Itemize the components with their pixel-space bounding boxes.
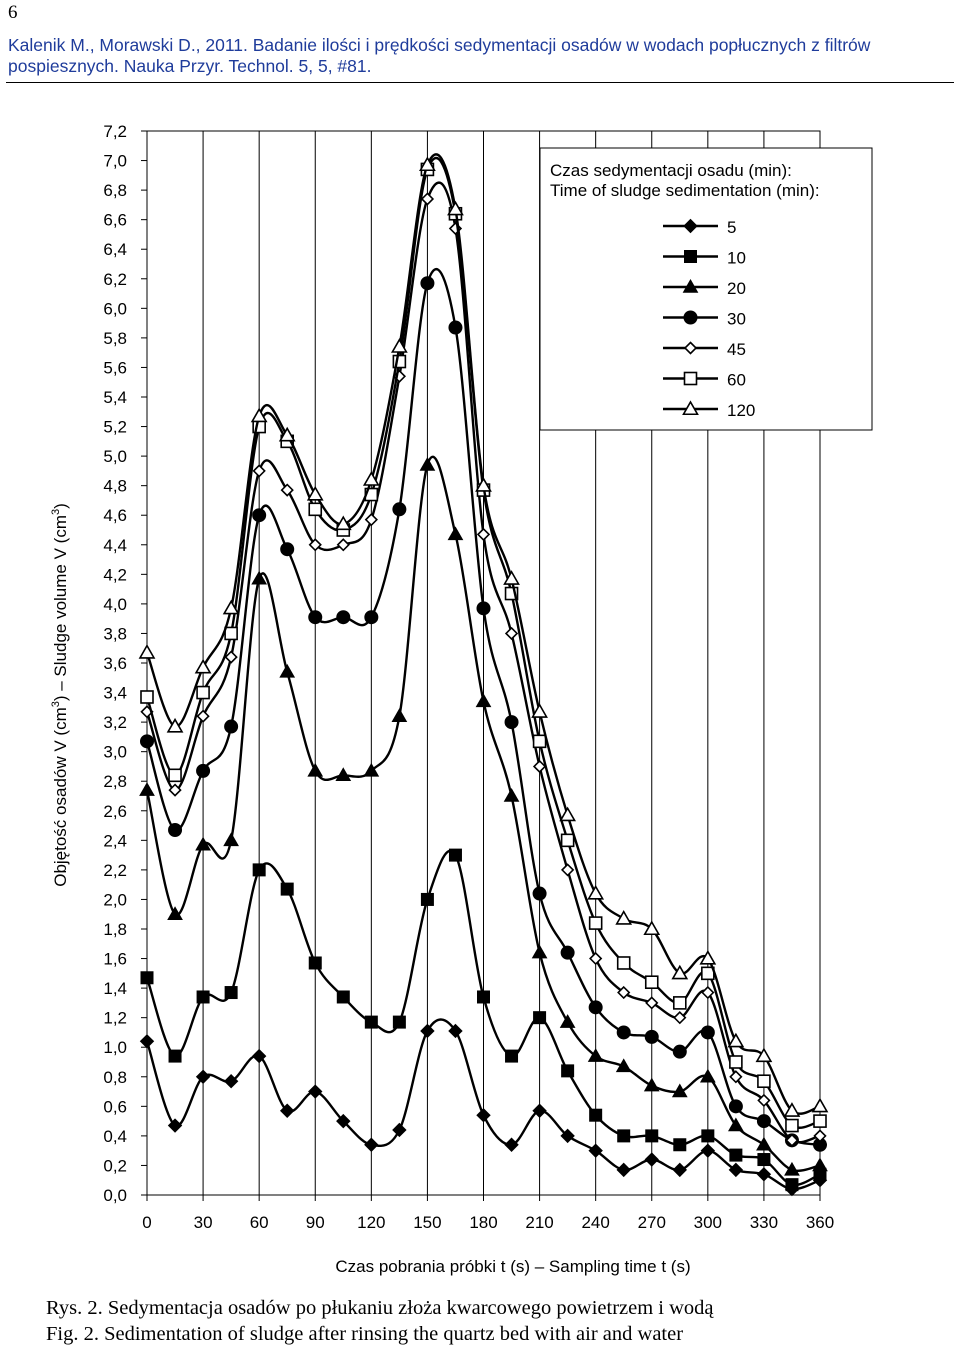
data-point (309, 611, 322, 624)
data-point (392, 709, 406, 721)
y-tick-label: 6,0 (103, 299, 127, 319)
data-point (141, 1035, 154, 1048)
data-point (618, 957, 630, 969)
data-point (421, 893, 433, 905)
data-point (674, 997, 686, 1009)
data-point (308, 764, 322, 776)
x-axis-label: Czas pobrania próbki t (s) – Sampling time t (s) (335, 1257, 691, 1276)
y-tick-label: 3,0 (103, 742, 127, 762)
legend-label: 5 (727, 218, 737, 237)
data-point (534, 761, 545, 772)
y-tick-label: 4,2 (103, 565, 127, 585)
y-tick-label: 7,0 (103, 151, 127, 171)
data-point (226, 652, 237, 663)
data-point (589, 887, 603, 899)
x-tick-label: 300 (693, 1213, 723, 1232)
x-tick-label: 90 (305, 1213, 325, 1232)
x-tick-label: 240 (581, 1213, 610, 1232)
legend-label: 60 (727, 370, 746, 390)
data-point (757, 1138, 771, 1150)
data-point (674, 1139, 686, 1151)
x-tick-label: 150 (413, 1213, 442, 1232)
data-point (448, 527, 462, 539)
y-tick-label: 4,8 (103, 476, 127, 496)
y-tick-label: 6,2 (103, 269, 127, 289)
data-point (281, 883, 293, 895)
page-number: 6 (8, 2, 18, 23)
data-point (309, 503, 321, 515)
figure-caption-pl: Rys. 2. Sedymentacja osadów po płukaniu złoża kwarcowego powietrzem i wodą (46, 1297, 714, 1319)
y-tick-label: 1,6 (103, 949, 127, 969)
data-point (617, 1163, 630, 1176)
y-tick-label: 5,6 (103, 358, 127, 378)
data-point (730, 1149, 742, 1161)
y-tick-label: 1,2 (103, 1008, 127, 1028)
data-point (505, 716, 518, 729)
legend (540, 148, 872, 430)
data-point (337, 991, 349, 1003)
data-point (393, 1016, 405, 1028)
data-point (786, 1179, 798, 1191)
legend-label: 20 (727, 279, 746, 298)
data-point (197, 764, 210, 777)
citation: Kalenik M., Morawski D., 2011. Badanie ilości i prędkości sedymentacji osadów w wodach popłucznych z filtrów pospiesznych. Nauka Przyr. Technol. 5, 5, #81. (8, 35, 871, 76)
data-point (477, 1109, 490, 1122)
y-tick-label: 6,8 (103, 181, 127, 201)
data-point (786, 1120, 798, 1132)
data-point (561, 1015, 575, 1027)
data-point (673, 1045, 686, 1058)
data-point (758, 1075, 770, 1087)
data-point (197, 687, 209, 699)
legend-marker (684, 311, 697, 324)
data-point (366, 514, 377, 525)
y-tick-label: 1,0 (103, 1038, 127, 1058)
data-point (758, 1154, 770, 1166)
data-point (534, 735, 546, 747)
y-tick-label: 7,2 (103, 122, 127, 141)
data-point (646, 997, 657, 1008)
data-point (225, 987, 237, 999)
data-point (478, 529, 489, 540)
data-point (422, 193, 433, 204)
data-point (225, 720, 238, 733)
data-point (730, 1071, 741, 1082)
data-point (561, 808, 575, 820)
data-point (617, 912, 631, 924)
y-axis-label: Objętość osadów V $(cm^3)$ – Sludge volume V $(cm^3)$ (50, 503, 70, 887)
data-point (198, 711, 209, 722)
data-point (590, 953, 601, 964)
data-point (281, 543, 294, 556)
data-point (534, 1012, 546, 1024)
data-point (365, 611, 378, 624)
data-point (365, 1138, 378, 1151)
data-point (589, 1001, 602, 1014)
x-tick-label: 60 (249, 1213, 269, 1232)
legend-marker (685, 251, 697, 263)
y-tick-label: 2,2 (103, 860, 127, 880)
data-point (673, 1163, 686, 1176)
data-point (561, 946, 574, 959)
data-point (365, 1016, 377, 1028)
data-point (196, 660, 210, 672)
data-point (590, 917, 602, 929)
data-point (169, 823, 182, 836)
data-point (393, 1123, 406, 1136)
data-point (505, 789, 519, 801)
data-point (140, 783, 154, 795)
y-tick-label: 4,4 (103, 535, 127, 555)
data-point (421, 1024, 434, 1037)
data-point (646, 1130, 658, 1142)
legend-title-pl: Czas sedymentacji osadu (min): (550, 161, 792, 180)
data-point (449, 849, 461, 861)
data-point (813, 1158, 827, 1170)
data-point (645, 1153, 658, 1166)
x-tick-label: 30 (193, 1213, 213, 1232)
legend-title-en: Time of sludge sedimentation (min): (550, 181, 820, 200)
data-point (533, 705, 547, 717)
y-tick-label: 3,2 (103, 713, 127, 733)
data-point (645, 922, 659, 934)
data-point (420, 458, 434, 470)
data-point (785, 1163, 799, 1175)
data-point (280, 665, 294, 677)
data-point (254, 465, 265, 476)
data-point (141, 735, 154, 748)
data-point (730, 1056, 742, 1068)
data-point (618, 1130, 630, 1142)
data-point (506, 628, 517, 639)
y-tick-label: 2,8 (103, 772, 127, 792)
x-tick-label: 0 (142, 1213, 152, 1232)
data-point (309, 957, 321, 969)
data-point (449, 321, 462, 334)
data-point (477, 602, 490, 615)
legend-label: 10 (727, 248, 746, 268)
data-point (338, 539, 349, 550)
legend-label: 45 (727, 340, 746, 359)
data-point (253, 509, 266, 522)
data-point (308, 488, 322, 500)
data-point (562, 864, 573, 875)
data-point (336, 768, 350, 780)
data-point (337, 611, 350, 624)
data-point (702, 1130, 714, 1142)
data-point (646, 976, 658, 988)
y-tick-label: 0,6 (103, 1097, 127, 1117)
y-tick-label: 5,8 (103, 328, 127, 348)
legend-marker (685, 373, 697, 385)
data-point (253, 864, 265, 876)
header-rule (6, 82, 954, 83)
y-tick-label: 0,0 (103, 1186, 127, 1205)
x-tick-label: 120 (357, 1213, 386, 1232)
data-point (224, 833, 238, 845)
data-point (309, 1085, 322, 1098)
y-tick-label: 0,2 (103, 1156, 127, 1176)
figure-caption-en: Fig. 2. Sedimentation of sludge after rinsing the quartz bed with air and water (46, 1323, 684, 1345)
data-point (169, 769, 181, 781)
x-tick-label: 210 (525, 1213, 554, 1232)
data-point (757, 1168, 770, 1181)
data-point (701, 1026, 714, 1039)
y-tick-label: 5,4 (103, 388, 127, 407)
y-tick-label: 2,4 (103, 831, 127, 851)
data-point (225, 627, 237, 639)
y-tick-label: 4,6 (103, 506, 127, 526)
data-point (169, 1050, 181, 1062)
data-point (141, 691, 153, 703)
data-point (562, 1065, 574, 1077)
y-tick-label: 5,2 (103, 417, 127, 437)
y-tick-label: 5,0 (103, 447, 127, 467)
x-tick-label: 180 (469, 1213, 498, 1232)
y-tick-label: 6,6 (103, 210, 127, 230)
y-tick-label: 6,4 (103, 240, 127, 260)
sedimentation-chart (0, 100, 960, 1280)
data-point (477, 694, 491, 706)
y-tick-label: 1,8 (103, 920, 127, 939)
data-point (141, 972, 153, 984)
data-point (506, 1050, 518, 1062)
x-tick-label: 270 (637, 1213, 666, 1232)
data-point (478, 991, 490, 1003)
data-point (590, 1109, 602, 1121)
data-point (757, 1115, 770, 1128)
data-point (729, 1100, 742, 1113)
data-point (729, 1034, 743, 1046)
data-point (729, 1163, 742, 1176)
y-tick-label: 0,8 (103, 1067, 127, 1087)
data-point (533, 887, 546, 900)
y-tick-label: 3,6 (103, 654, 127, 673)
data-point (197, 991, 209, 1003)
legend-label: 30 (727, 309, 746, 329)
data-point (533, 946, 547, 958)
data-point (729, 1119, 743, 1131)
y-tick-label: 1,4 (103, 979, 127, 999)
y-tick-label: 4,0 (103, 594, 127, 614)
data-point (393, 503, 406, 516)
data-point (814, 1115, 826, 1127)
y-tick-label: 3,4 (103, 683, 127, 703)
legend-label: 120 (727, 401, 756, 420)
x-tick-label: 360 (805, 1213, 835, 1232)
data-point (617, 1026, 630, 1039)
data-point (701, 1144, 714, 1157)
data-point (421, 277, 434, 290)
data-point (562, 834, 574, 846)
data-point (701, 952, 715, 964)
y-tick-label: 3,8 (103, 624, 127, 644)
x-tick-label: 330 (749, 1213, 779, 1232)
y-tick-label: 2,6 (103, 801, 127, 821)
data-point (813, 1099, 827, 1111)
data-point (140, 646, 154, 658)
data-point (645, 1030, 658, 1043)
y-tick-label: 0,4 (103, 1126, 127, 1146)
data-point (645, 1079, 659, 1091)
y-tick-label: 2,0 (103, 890, 127, 910)
